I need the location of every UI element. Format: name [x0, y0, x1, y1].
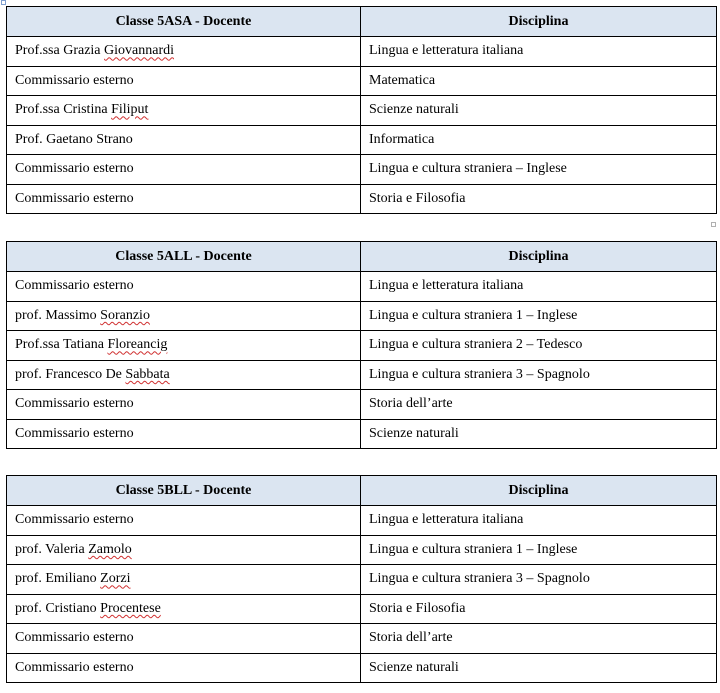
cell-disciplina[interactable]: Matematica: [361, 66, 717, 96]
table-header-row: [7, 476, 717, 506]
table-row: [7, 125, 717, 155]
cell-disciplina[interactable]: Lingua e letteratura italiana: [361, 37, 717, 67]
cell-disciplina[interactable]: Lingua e letteratura italiana: [361, 272, 717, 302]
cell-docente[interactable]: Commissario esterno: [7, 506, 361, 536]
cell-disciplina[interactable]: Storia e Filosofia: [361, 184, 717, 214]
cell-docente[interactable]: Commissario esterno: [7, 66, 361, 96]
cell-docente[interactable]: Prof. Gaetano Strano: [7, 125, 361, 155]
spellcheck-word[interactable]: Giovannardi: [104, 43, 175, 59]
cell-disciplina[interactable]: Storia dell’arte: [361, 624, 717, 654]
table-row: [7, 360, 717, 390]
spellcheck-word[interactable]: Filiput: [111, 102, 149, 118]
cell-disciplina[interactable]: Lingua e cultura straniera 3 – Spagnolo: [361, 565, 717, 595]
table-resize-handle[interactable]: [711, 222, 716, 227]
spellcheck-word[interactable]: Soranzio: [100, 307, 150, 323]
header-docente: Classe 5BLL - Docente: [7, 476, 361, 506]
cell-docente[interactable]: prof. Francesco De Sabbata: [7, 360, 361, 390]
cell-docente[interactable]: Commissario esterno: [7, 184, 361, 214]
table-row: [7, 565, 717, 595]
cell-docente[interactable]: Commissario esterno: [7, 272, 361, 302]
cell-docente[interactable]: prof. Valeria Zamolo: [7, 535, 361, 565]
cell-docente[interactable]: Commissario esterno: [7, 419, 361, 449]
table-row: [7, 66, 717, 96]
cell-docente[interactable]: prof. Emiliano Zorzi: [7, 565, 361, 595]
table-row: [7, 624, 717, 654]
table-row: [7, 653, 717, 683]
spellcheck-word[interactable]: Zorzi: [100, 571, 131, 587]
table-row: [7, 37, 717, 67]
cell-docente[interactable]: Prof.ssa Cristina Filiput: [7, 96, 361, 126]
cell-disciplina[interactable]: Lingua e cultura straniera – Inglese: [361, 155, 717, 185]
cell-disciplina[interactable]: Lingua e cultura straniera 2 – Tedesco: [361, 331, 717, 361]
cell-disciplina[interactable]: Scienze naturali: [361, 96, 717, 126]
cell-disciplina[interactable]: Scienze naturali: [361, 419, 717, 449]
table-row: [7, 594, 717, 624]
spellcheck-word[interactable]: Floreancig: [107, 337, 168, 353]
table-row: [7, 331, 717, 361]
cell-docente[interactable]: Commissario esterno: [7, 155, 361, 185]
header-disciplina: Disciplina: [361, 7, 717, 37]
table-row: [7, 155, 717, 185]
cell-disciplina[interactable]: Informatica: [361, 125, 717, 155]
cell-disciplina[interactable]: Lingua e letteratura italiana: [361, 506, 717, 536]
table-row: [7, 390, 717, 420]
cell-disciplina[interactable]: Lingua e cultura straniera 1 – Inglese: [361, 535, 717, 565]
table-row: [7, 301, 717, 331]
cell-docente[interactable]: Prof.ssa Tatiana Floreancig: [7, 331, 361, 361]
cell-disciplina[interactable]: Scienze naturali: [361, 653, 717, 683]
table-5all: [6, 241, 717, 449]
header-disciplina: Disciplina: [361, 242, 717, 272]
table-row: [7, 535, 717, 565]
spellcheck-word[interactable]: Procentese: [100, 600, 161, 616]
cell-docente[interactable]: prof. Cristiano Procentese: [7, 594, 361, 624]
cell-docente[interactable]: prof. Massimo Soranzio: [7, 301, 361, 331]
cell-docente[interactable]: Prof.ssa Grazia Giovannardi: [7, 37, 361, 67]
table-row: [7, 96, 717, 126]
spellcheck-word[interactable]: Sabbata: [125, 366, 170, 382]
table-header-row: [7, 242, 717, 272]
table-row: [7, 506, 717, 536]
table-move-handle[interactable]: [1, 0, 6, 5]
spellcheck-word[interactable]: Zamolo: [88, 541, 132, 557]
header-docente: Classe 5ASA - Docente: [7, 7, 361, 37]
cell-disciplina[interactable]: Storia e Filosofia: [361, 594, 717, 624]
cell-disciplina[interactable]: Storia dell’arte: [361, 390, 717, 420]
cell-docente[interactable]: Commissario esterno: [7, 390, 361, 420]
cell-docente[interactable]: Commissario esterno: [7, 653, 361, 683]
cell-docente[interactable]: Commissario esterno: [7, 624, 361, 654]
table-5asa: [6, 6, 717, 214]
header-disciplina: Disciplina: [361, 476, 717, 506]
cell-disciplina[interactable]: Lingua e cultura straniera 1 – Inglese: [361, 301, 717, 331]
table-5bll: [6, 475, 717, 683]
table-row: [7, 419, 717, 449]
table-row: [7, 272, 717, 302]
cell-disciplina[interactable]: Lingua e cultura straniera 3 – Spagnolo: [361, 360, 717, 390]
table-row: [7, 184, 717, 214]
table-header-row: [7, 7, 717, 37]
header-docente: Classe 5ALL - Docente: [7, 242, 361, 272]
